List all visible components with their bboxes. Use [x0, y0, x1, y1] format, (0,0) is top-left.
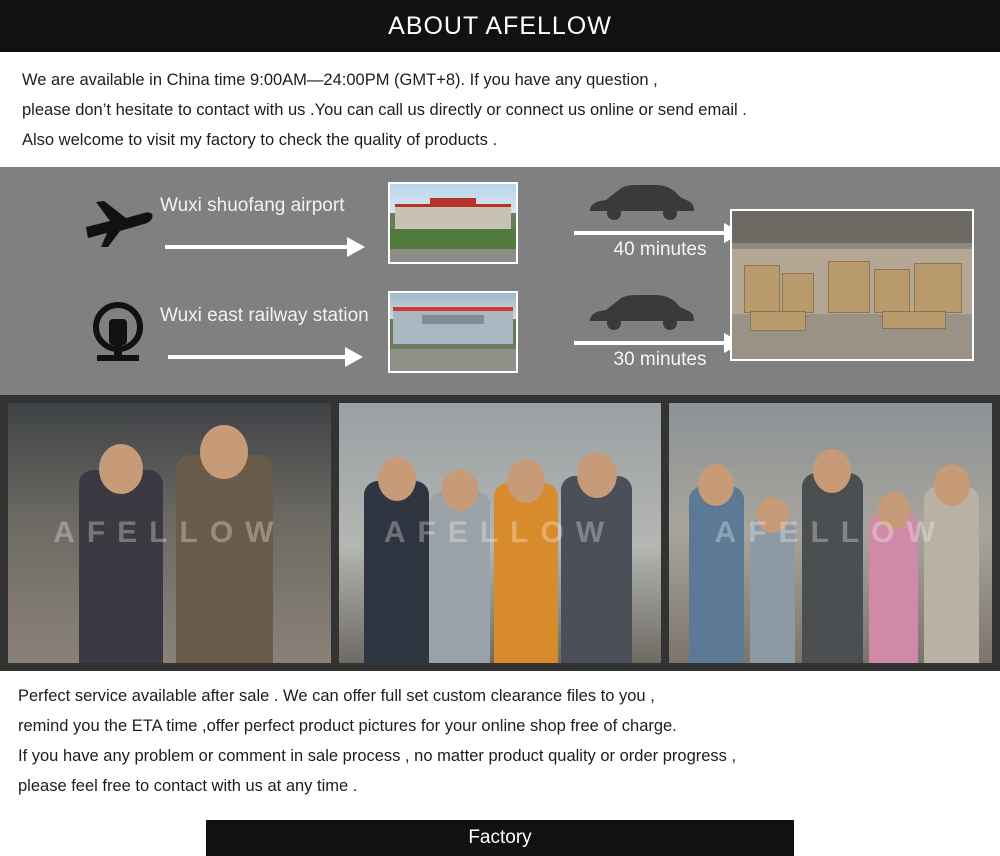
- railway-arrow-icon: [168, 347, 363, 369]
- intro-line-1: We are available in China time 9:00AM—24:00PM (GMT+8). If you have any question ,: [22, 71, 658, 89]
- airport-transfer-block: [570, 179, 750, 275]
- airplane-icon: [78, 187, 158, 257]
- page-title: ABOUT AFELLOW: [388, 11, 612, 40]
- footer: [0, 810, 1000, 856]
- railway-transfer-block: [570, 289, 750, 385]
- airport-arrow-icon: [165, 237, 365, 259]
- railway-label: Wuxi east railway station: [160, 304, 369, 326]
- watermark-text: AFELLOW: [714, 515, 947, 549]
- airport-label: Wuxi shuofang airport: [160, 194, 345, 216]
- customer-photo-2: [339, 403, 662, 663]
- intro-line-2: please don’t hesitate to contact with us .You can call us directly or connect us online or send email .: [22, 100, 747, 119]
- customer-gallery: [0, 395, 1000, 671]
- intro-line-3: Also welcome to visit my factory to check the quality of products .: [22, 130, 498, 149]
- service-line-1: Perfect service available after sale . We can offer full set custom clearance files to you ,: [18, 686, 655, 705]
- car-icon: [586, 181, 696, 221]
- train-icon: [78, 297, 158, 367]
- railway-duration: 30 minutes: [613, 348, 707, 370]
- railway-station-photo: [388, 291, 518, 373]
- watermark-text: AFELLOW: [53, 515, 286, 549]
- service-line-2: remind you the ETA time ,offer perfect product pictures for your online shop free of charge.: [18, 716, 677, 735]
- service-line-4: please feel free to contact with us at any time .: [18, 776, 358, 795]
- warehouse-photo: [730, 209, 974, 361]
- service-line-3: If you have any problem or comment in sale process , no matter product quality or order progress ,: [18, 746, 737, 765]
- service-section: [0, 671, 1000, 811]
- customer-photo-3: [669, 403, 992, 663]
- watermark-text: AFELLOW: [383, 515, 617, 549]
- customer-photo-1: [8, 403, 331, 663]
- factory-button[interactable]: Factory: [206, 820, 794, 856]
- airport-photo: [388, 182, 518, 264]
- airport-duration: 40 minutes: [613, 238, 707, 260]
- logistics-panel: [0, 167, 1000, 395]
- car-icon: [586, 291, 696, 331]
- page-header: [0, 0, 1000, 52]
- intro-section: [0, 52, 1000, 167]
